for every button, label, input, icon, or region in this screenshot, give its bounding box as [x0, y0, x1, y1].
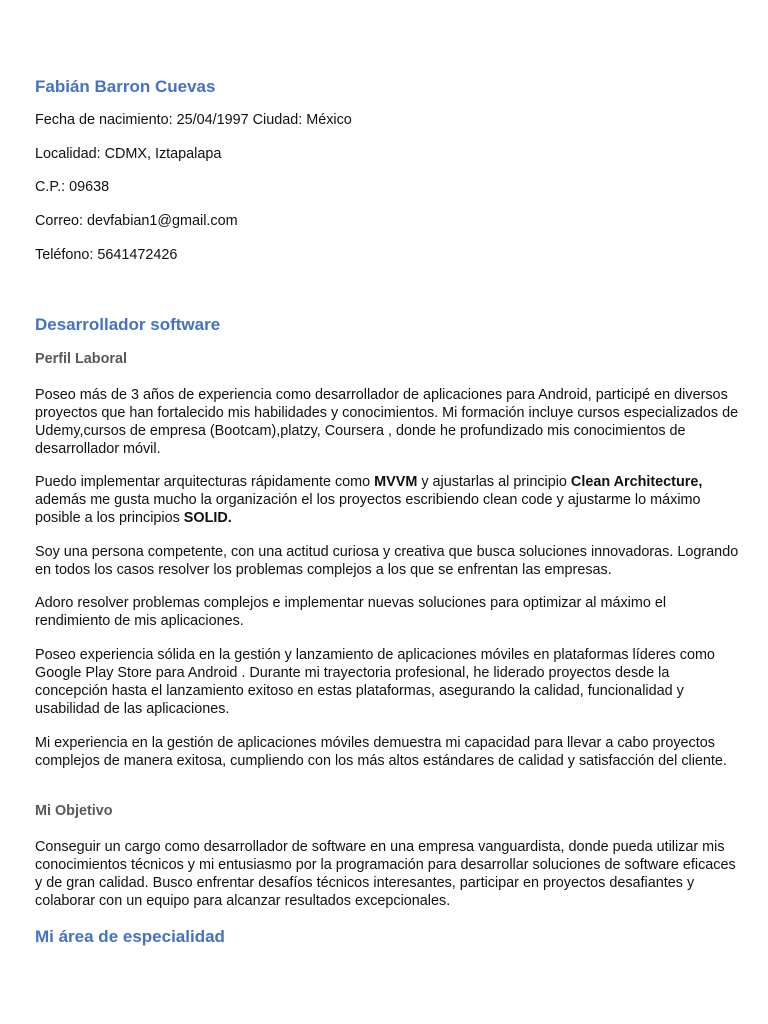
objective-paragraph: Conseguir un cargo como desarrollador de software en una empresa vanguardista, donde pueda utilizar mis conocimientos técnicos y mi entusiasmo por la programación para desarrollar soluciones de software eficaces y de gran calidad. Busco enfrentar desafíos técnicos interesantes, participar en proyectos desafiantes y colaborar con un equipo para alcanzar resultados excepcionales.	[35, 839, 736, 909]
birth-city-line: Fecha de nacimiento: 25/04/1997 Ciudad: México	[35, 112, 352, 128]
mvvm-term: MVVM	[374, 474, 418, 490]
specialty-title: Mi área de especialidad	[35, 927, 225, 946]
locality-line: Localidad: CDMX, Iztapalapa	[35, 146, 222, 162]
objective-heading: Mi Objetivo	[35, 803, 113, 819]
p2-text-a: Puedo implementar arquitecturas rápidamente como	[35, 474, 375, 490]
profile-heading: Perfil Laboral	[35, 351, 127, 367]
profile-paragraph-2	[35, 473, 740, 527]
solid-term: SOLID.	[183, 510, 232, 526]
clean-architecture-term: Clean Architecture,	[570, 474, 703, 490]
candidate-name: Fabián Barron Cuevas	[35, 77, 216, 96]
postal-code-line: C.P.: 09638	[35, 179, 110, 195]
profile-paragraph-3: Soy una persona competente, con una actitud curiosa y creativa que busca soluciones innovadoras. Logrando en todos los casos resolver los problemas complejos a los que se enfrentan las empresas.	[35, 544, 739, 578]
p2-text-c: además me gusta mucho la organización el los proyectos escribiendo clean code y ajustarme lo máximo posible a los principios	[35, 492, 701, 526]
profile-paragraph-4: Adoro resolver problemas complejos e implementar nuevas soluciones para optimizar al máximo el rendimiento de mis aplicaciones.	[35, 595, 667, 629]
profile-paragraph-6: Mi experiencia en la gestión de aplicaciones móviles demuestra mi capacidad para llevar a cabo proyectos complejos de manera exitosa, cumpliendo con los más altos estándares de calidad y satisfacción del cliente.	[35, 735, 727, 769]
profile-paragraph-5: Poseo experiencia sólida en la gestión y lanzamiento de aplicaciones móviles en plataformas líderes como Google Play Store para Android . Durante mi trayectoria profesional, he liderado proyectos desde la concepción hasta el lanzamiento exitoso en estas plataformas, asegurando la calidad, funcionalidad y usabilidad de las aplicaciones.	[35, 647, 715, 717]
role-title: Desarrollador software	[35, 315, 221, 334]
p2-text-b: y ajustarlas al principio	[417, 474, 571, 490]
email-line: Correo: devfabian1@gmail.com	[35, 213, 238, 229]
profile-paragraph-1: Poseo más de 3 años de experiencia como desarrollador de aplicaciones para Android, participé en diversos proyectos que han fortalecido mis habilidades y conocimientos. Mi formación incluye cursos especializados de Udemy,cursos de empresa (Bootcam),platzy, Coursera , donde he profundizado mis conocimientos de desarrollador móvil.	[35, 387, 739, 457]
phone-line: Teléfono: 5641472426	[35, 247, 178, 263]
